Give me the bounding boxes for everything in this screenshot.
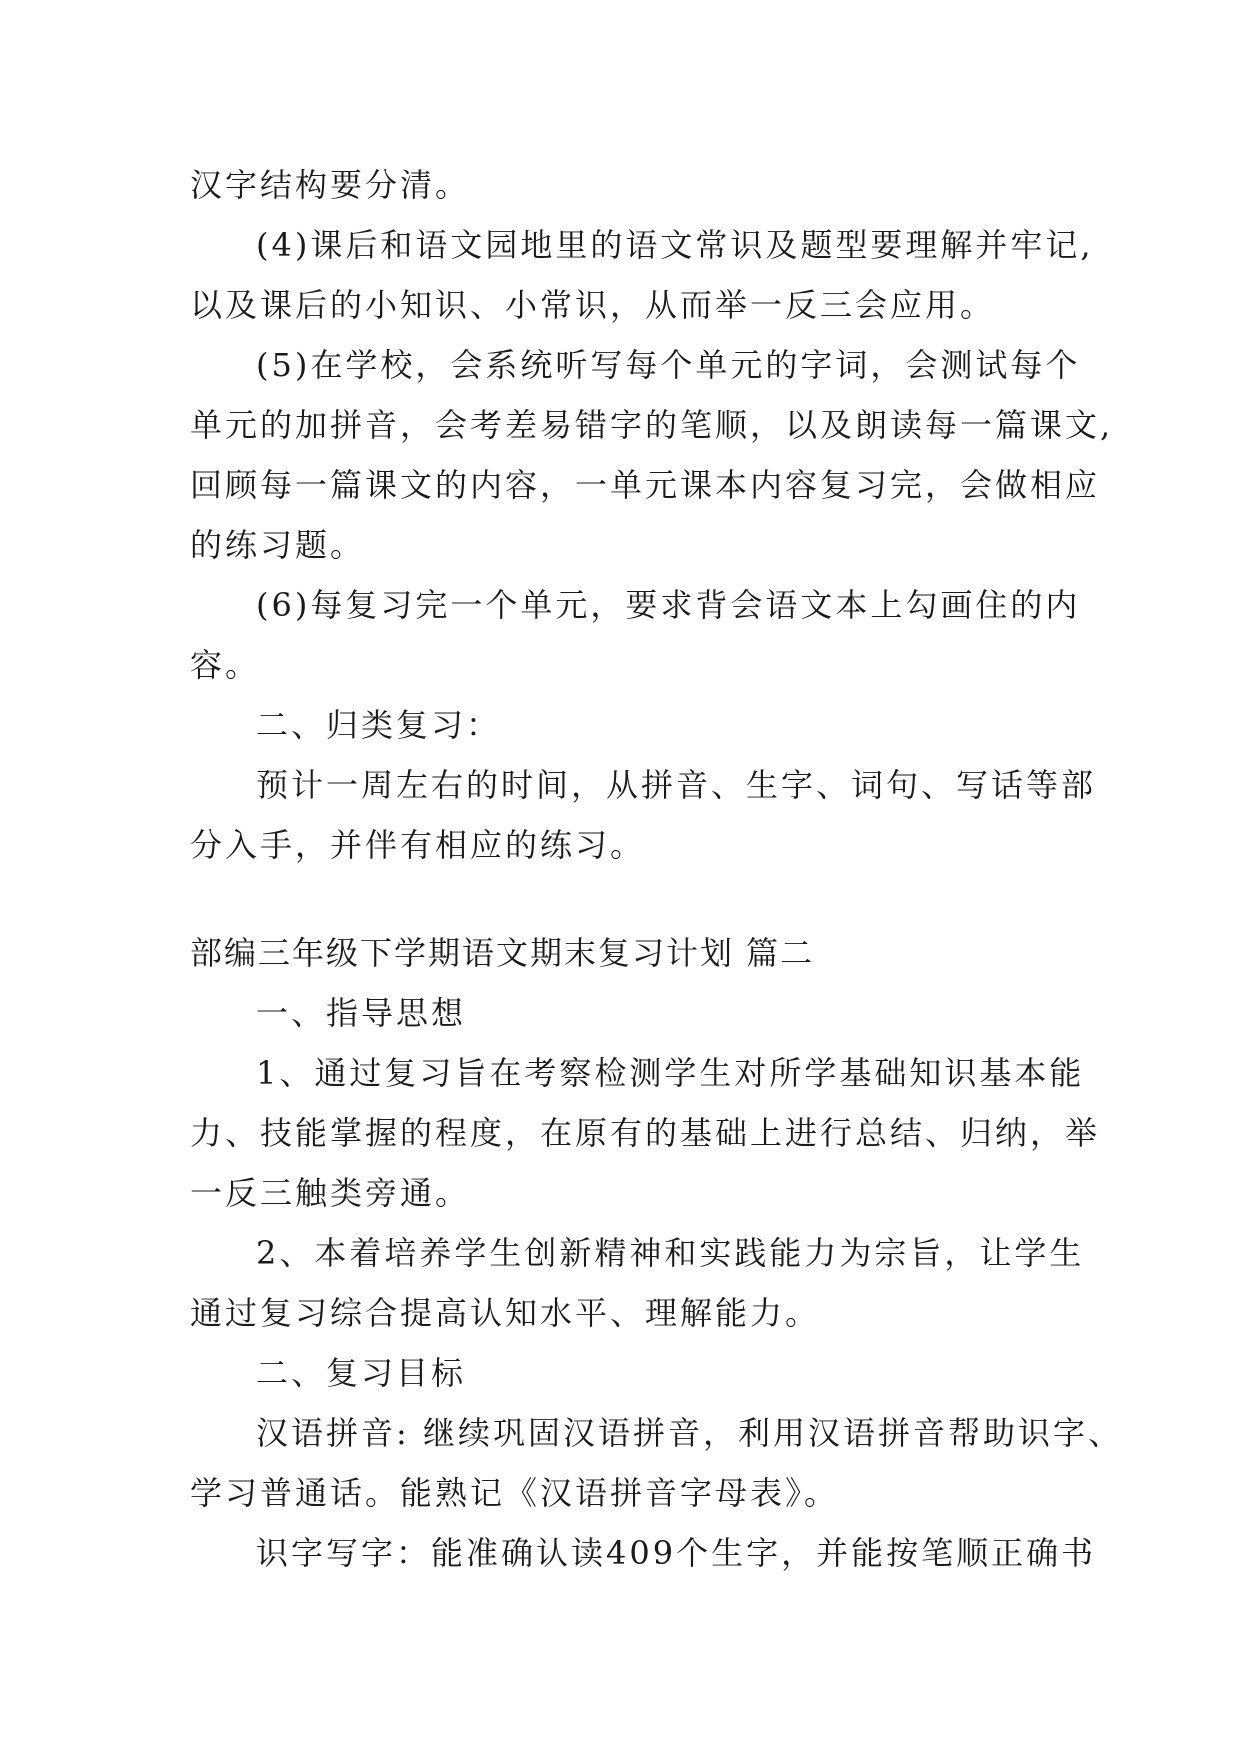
text-line: 汉字结构要分清。 [190, 166, 471, 204]
text-line: (4)课后和语文园地里的语文常识及题型要理解并牢记, [256, 226, 1094, 264]
section-heading: 一、指导思想 [256, 994, 467, 1032]
text-line: 汉语拼音: 继续巩固汉语拼音，利用汉语拼音帮助识字、 [256, 1414, 1123, 1452]
text-line: 分入手，并伴有相应的练习。 [190, 826, 646, 864]
text-line: 预计一周左右的时间，从拼音、生字、词句、写话等部 [256, 766, 1097, 804]
paragraph-gap [190, 875, 1070, 923]
text-line: 回顾每一篇课文的内容，一单元课本内容复习完，会做相应 [190, 466, 1101, 504]
text-line: 的练习题。 [190, 526, 366, 564]
section-heading: 二、复习目标 [256, 1354, 467, 1392]
text-line: 一反三触类旁通。 [190, 1174, 471, 1212]
text-line: 通过复习综合提高认知水平、理解能力。 [190, 1294, 821, 1332]
text-line: 以及课后的小知识、小常识，从而举一反三会应用。 [190, 286, 996, 324]
text-line: (5)在学校，会系统听写每个单元的字词，会测试每个 [256, 346, 1081, 384]
text-line: 识字写字：能准确认读409个生字，并能按笔顺正确书 [256, 1534, 1097, 1572]
text-line: 容。 [190, 646, 261, 684]
text-line: (6)每复习完一个单元，要求背会语文本上勾画住的内 [256, 586, 1081, 624]
text-line: 2、本着培养学生创新精神和实践能力为宗旨，让学生 [256, 1234, 1085, 1272]
document-body [190, 155, 1123, 1583]
text-line: 1、通过复习旨在考察检测学生对所学基础知识基本能 [256, 1054, 1085, 1092]
section-heading: 二、归类复习： [256, 706, 502, 744]
text-line: 学习普通话。能熟记《汉语拼音字母表》。 [190, 1474, 840, 1512]
document-title: 部编三年级下学期语文期末复习计划 篇二 [190, 934, 815, 972]
text-line: 单元的加拼音，会考差易错字的笔顺，以及朗读每一篇课文, [190, 406, 1114, 444]
text-line: 力、技能掌握的程度，在原有的基础上进行总结、归纳，举 [190, 1114, 1101, 1152]
